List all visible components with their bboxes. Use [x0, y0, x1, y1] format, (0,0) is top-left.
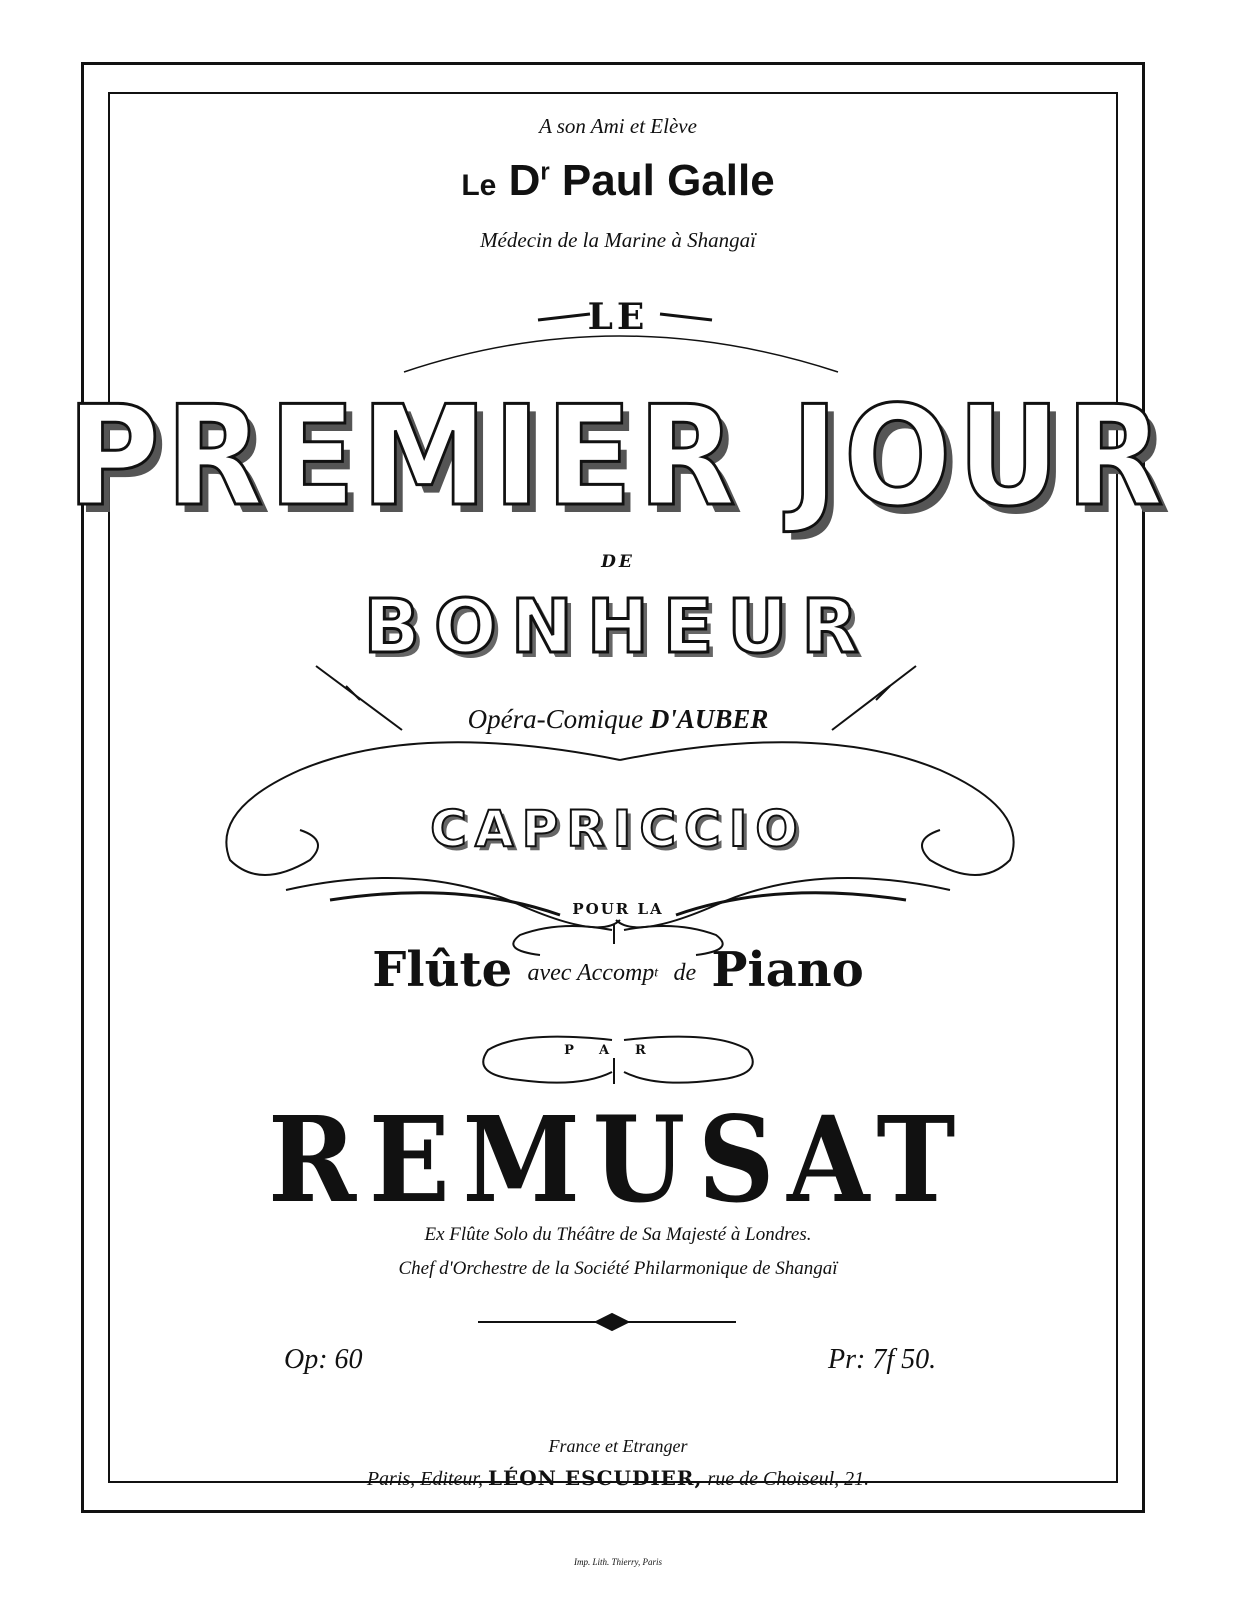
opus-number: Op: 60 [284, 1344, 363, 1375]
publisher-prefix: Paris, Editeur, [366, 1468, 483, 1490]
instrumentation-line [0, 942, 1236, 998]
instrument-de: de [673, 960, 697, 986]
dedicatee-le: Le [461, 169, 497, 202]
publisher-region: France et Etranger [548, 1436, 688, 1456]
publisher-name: LÉON ESCUDIER, [487, 1466, 703, 1490]
publisher-line [0, 1466, 1236, 1491]
dedicatee-dr-sup: r [540, 158, 550, 186]
title-le: LE [587, 296, 649, 338]
instrument-piano: Piano [711, 942, 864, 998]
instrument-avec: avec Accomp [527, 960, 655, 986]
instrument-flute: Flûte [372, 942, 513, 998]
opera-composer: D'AUBER [649, 704, 769, 734]
title-de: DE [601, 552, 635, 572]
par-label: PAR [564, 1043, 672, 1058]
composer-credit-1: Ex Flûte Solo du Théâtre de Sa Majesté à Londres. [424, 1224, 812, 1245]
printer-imprint: Imp. Lith. Thierry, Paris [573, 1557, 662, 1567]
title-main: PREMIER JOUR [66, 376, 1170, 537]
dedication-line: A son Ami et Elève [539, 114, 697, 138]
dedicatee-rest: Paul Galle [561, 156, 775, 205]
dedicatee-name [0, 156, 1236, 206]
dedicatee-title: Médecin de la Marine à Shangaï [480, 228, 756, 252]
composer-credit-2: Chef d'Orchestre de la Société Philarmonique de Shangaï [398, 1258, 838, 1279]
publisher-address: rue de Choiseul, 21. [707, 1468, 870, 1490]
dedicatee-dr: D [508, 156, 541, 205]
opera-line [0, 704, 1236, 735]
instrument-avec-sup: t [654, 965, 659, 981]
pour-la: POUR LA [572, 900, 664, 918]
title-bonheur: BONHEUR [363, 584, 873, 670]
genre-title: CAPRICCIO [430, 800, 806, 858]
price: Pr: 7f 50. [828, 1344, 937, 1375]
composer-name: REMUSAT [268, 1090, 968, 1229]
opera-prefix: Opéra-Comique [467, 704, 644, 734]
